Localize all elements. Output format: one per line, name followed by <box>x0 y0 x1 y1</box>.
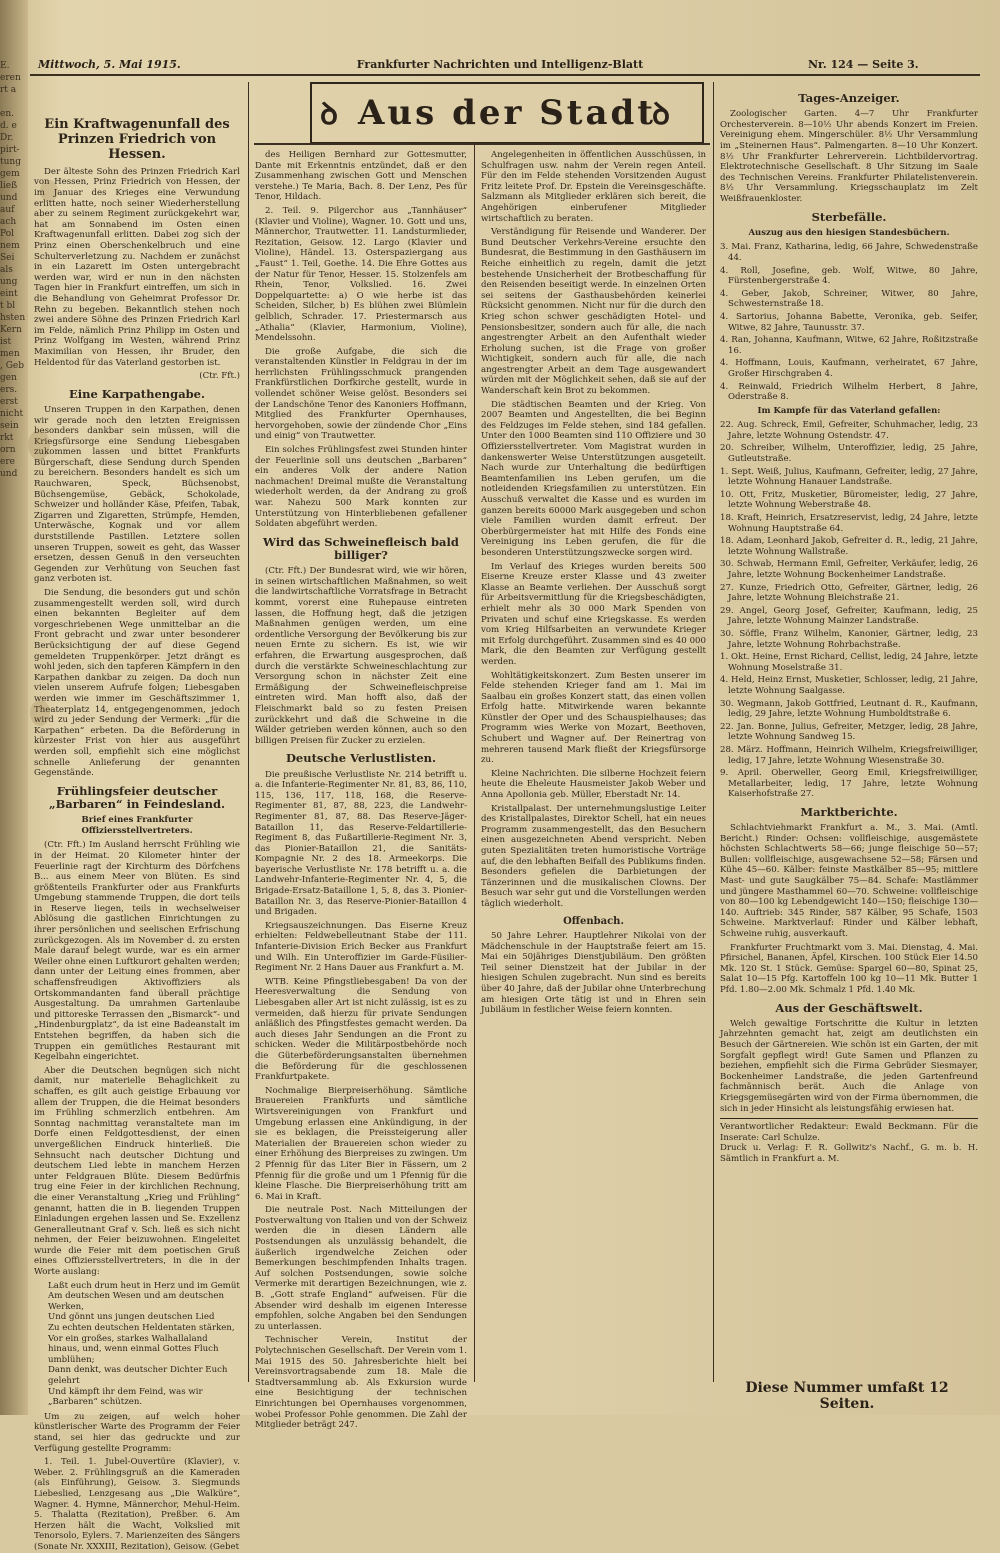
masthead-box <box>310 82 704 144</box>
article-paragraph: Unseren Truppen in den Karpathen, denen wir gerade noch den letzten Ereignissen besonders dankbar sein müssen, will die Kriegsfürsorge eine Sendung Liebesgaben zukommen lassen und bittet Frankfurts Bürgerschaft, diese Sendung durch Spenden zu bereichern. Besonders handelt es sich um Rauchwaren, Speck, Büchsenobst, Büchsengemüse, Gebäck, Schokolade, Schweizer und holländer Käse, Pfeifen, Tabak, Zigarren und Zigaretten, Strümpfe, Hemden, Unterwäsche, Kognak und vor allem durststillende Pastillen. Letztere sollen unseren Truppen, soweit es geht, das Wasser ersetzen, dessen Genuß in den verseuchten Gegenden zur Verhütung von Seuchen fast ganz verboten ist. <box>34 404 240 585</box>
header-rule <box>30 74 980 76</box>
article-paragraph: 2. Teil. 9. Pilgerchor aus „Tannhäuser“ (Klavier und Violine), Wagner. 10. Gott und uns, Männerchor, Trautwetter. 11. Landsturmlieder, Rezitation, Geisow. 12. Largo (Klavier und Violine), Händel. 13. Osterspaziergang aus „Faust“ 1. Teil, Goethe. 14. Die Ehre Gottes aus der Natur für Tenor, Hesser. 15. Stolzenfels am Rhein, Tenor, Volkslied. 16. Zwei Doppelquartette: a) O wie herbe ist das Scheiden, Silcher, b) Es blühen zwei Blümlein gelblich, Schrader. 17. Priestermarsch aus „Athalia“ (Klavier, Harmonium, Violine), Mendelssohn. <box>255 205 467 344</box>
column-1 <box>34 112 240 1552</box>
death-entry: 4. Ran, Johanna, Kaufmann, Witwe, 62 Jahre, Roßitzstraße 16. <box>720 335 978 356</box>
fallen-entry: 29. Angel, Georg Josef, Gefreiter, Kaufmann, ledig, 25 Jahre, letzte Wohnung Mainzer Landstraße. <box>720 605 978 627</box>
spine-fragment: erst <box>0 397 18 407</box>
column-4 <box>720 90 978 1375</box>
spine-text <box>0 60 26 480</box>
fallen-entry: 1. Okt. Heine, Ernst Richard, Cellist, ledig, 24 Jahre, letzte Wohnung Moselstraße 31. <box>720 652 978 673</box>
headline-offenbach: Offenbach. <box>563 915 624 927</box>
fallen-entry: 18. Adam, Leonhard Jakob, Gefreiter d. R., ledig, 21 Jahre, letzte Wohnung Wallstraße. <box>720 536 978 557</box>
poem-line: Und kämpft ihr dem Feind, was wir „Barbaren“ schützen. <box>48 1386 203 1408</box>
poem-line: hinaus, und, wenn einmal Gottes Fluch umblühen; <box>48 1344 219 1365</box>
spine-fragment: nem <box>0 241 20 251</box>
masthead-ornament-right: ꝺ <box>652 97 670 132</box>
death-entry: 3. Mai. Franz, Katharina, ledig, 66 Jahre, Schwedenstraße 44. <box>720 242 978 263</box>
paper-stain <box>28 430 50 460</box>
fallen-entry: 9. April. Oberweller, Georg Emil, Kriegsfreiwilliger, Metallarbeiter, ledig, 17 Jahre, letzte Wohnung Kaiserhofstraße 27. <box>720 768 978 800</box>
headline-tages-anzeiger: Tages-Anzeiger. <box>798 91 900 105</box>
column-rule-3 <box>713 82 714 1382</box>
fallen-entry: 27. Kunze, Friedrich Otto, Gefreiter, Gärtner, ledig, 26 Jahre, letzte Wohnung Bleichstraße 21. <box>720 582 978 604</box>
article-paragraph: Verständigung für Reisende und Wanderer. Der Bund Deutscher Verkehrs-Vereine ersuchte den Bundesrat, die Bestimmung in den Gasthäusern im Reiche einheitlich zu regeln, damit die jetzt bestehende Unsicherheit der Brotbeschaffung für den Reisenden beseitigt werde. In einzelnen Orten sei seitens der Gasthausbehörden keinerlei Rücksicht genommen. Nicht nur für die durch den Krieg schon schwer geschädigten Hotel- und Pensionsbesitzer, sondern auch für alle, die nach angestrengter Arbeit an den Aufenthalt wieder Erholung suchen, ist die Frage von großer Wichtigkeit, sondern auch für alle, die nach angestrengter Arbeit an dem Tage ausgewandert würden mit der Möglichkeit sehen, daß sie auf der Wanderschaft kein Brot zu bekommen. <box>481 227 706 397</box>
article-paragraph: (Ctr. Fft.) Der Bundesrat wird, wie wir hören, in seinen wirtschaftlichen Maßnahmen, so weit die landwirtschaftliche Vorratsfrage in Betracht kommt, vorerst eine Ruhepause eintreten lassen, die Hoffnung hegt, daß die jetzigen Maßnahmen genügen werden, um eine ordentliche Versorgung der Bevölkerung bis zur neuen Ernte zu sichern. Es ist, wie wir erfahren, die Erwartung ausgesprochen, daß durch die verstärkte Schweineschlachtung zur Versorgung schon in nächster Zeit eine Ermäßigung der Schweinefleischpreise eintreten wird. Man hofft also, daß der Fleischmarkt bald so zu festen Preisen zurückkehrt und daß die Schweine in die Wälder getrieben werden können, auch so den billigen Preisen für Zucker zu erzielen. <box>255 566 467 746</box>
fallen-subheadline: Im Kampfe für das Vaterland gefallen: <box>757 405 941 416</box>
spine-fragment <box>0 96 26 108</box>
article-paragraph: des Heiligen Bernhard zur Gottesmutter, Dante mit Erkenntnis entzündet, daß er den Zusammenhang zwischen Gott und Menschen verstehe.) Te Maria, Bach. 8. Der Lenz, Pes für Tenor, Hildach. <box>255 150 467 203</box>
fallen-entry: 22. Jan. Bonne, Julius, Gefreiter, Metzger, ledig, 28 Jahre, letzte Wohnung Sandweg 15. <box>720 721 978 743</box>
spine-fragment: rkt <box>0 433 14 443</box>
poem-line: Zu echten deutschen Heldentaten stärken, <box>48 1323 235 1334</box>
article-paragraph: Der älteste Sohn des Prinzen Friedrich Karl von Hessen, Prinz Friedrich von Hessen, der im Januar des Krieges eine Verwundung erlitten hatte, noch seiner Wiederherstellung aber zu seinem Regiment zurückgekehrt war, hat am Sonnabend im Osten einen Kraftwagenunfall erlitten. Dabei zog sich der Prinz einen Oberschenkelbruch und eine Schulterverletzung zu. Nachdem er zunächst in ein Lazarett im Osten untergebracht werden war, wird er nun in den nächsten Tagen hier in Frankfurt eintreffen, um sich in die Behandlung von Geheimrat Professor Dr. Rehn zu begeben. Bekanntlich stehen noch zwei andere Söhne des Prinzen Friedrich Karl im Felde, nämlich Prinz Philipp im Osten und Prinz Wolfgang im Westen, während Prinz Maximilian von Hessen, ihr Bruder, den Heldentod für das Vaterland gestorben ist. <box>34 166 240 368</box>
column-rule-1 <box>248 82 249 1382</box>
headline-verlustlisten: Deutsche Verlustlisten. <box>285 751 437 766</box>
fallen-entry: 28. März. Hoffmann, Heinrich Wilhelm, Kriegsfreiwilliger, ledig, 17 Jahre, letzte Wohnung Wiesenstraße 30. <box>720 744 978 766</box>
header-newspaper-name: Frankfurter Nachrichten und Intelligenz-Blatt <box>356 58 644 71</box>
article-paragraph: Kleine Nachrichten. Die silberne Hochzeit feiern heute die Eheleute Hausmeister Jakob Weber und Anna Apollonia geb. Müller, Eberstadt Nr. 14. <box>481 768 706 801</box>
paper-stain <box>30 700 50 726</box>
fallen-entry: 30. Söffle, Franz Wilhelm, Kanonier, Gärtner, ledig, 23 Jahre, letzte Wohnung Rohrbachstraße. <box>720 628 978 650</box>
article-paragraph: Zoologischer Garten. 4—7 Uhr Frankfurter Orchesterverein. 8—10½ Uhr abends Konzert im Freien. Vereinigung ehem. Mingerschüler. 8½ Uhr Versammlung im „Steinernen Haus“. Palmengarten. 8—10 Uhr Konzert. 8½ Uhr Frankfurter Lehrerverein. Lichtbildervortrag. Elektrotechnische Gesellschaft. 8 Uhr Sitzung im Saale des Technischen Vereins. Frankfurter Philatelistenverein. 8½ Uhr Versammlung. Kriegsschauplatz im Zelt Weißfrauenkloster. <box>720 109 978 204</box>
spine-fragment: ist <box>0 337 12 347</box>
spine-fragment: Kern <box>0 325 22 335</box>
article-paragraph: Wohltätigkeitskonzert. Zum Besten unserer im Felde stehenden Krieger fand am 1. Mai im Saalbau ein großes Konzert statt, das einen vollen Erfolg hatte. Mitwirkende waren bekannte Künstler der Oper und des Schauspielhauses; das Programm wies Werke von Mozart, Beethoven, Schubert und Wagner auf. Der Reinertrag von mehreren tausend Mark fließt der Kriegsfürsorge zu. <box>481 670 706 766</box>
spine-fragment: sein <box>0 421 19 431</box>
death-entry: 4. Hoffmann, Louis, Kaufmann, verheiratet, 67 Jahre, Großer Hirschgraben 4. <box>720 358 978 379</box>
death-entry: 4. Reinwald, Friedrich Wilhelm Herbert, 8 Jahre, Oderstraße 8. <box>720 381 978 403</box>
article-paragraph: Im Verlauf des Krieges wurden bereits 500 Eiserne Kreuze erster Klasse und 43 zweiter Klasse an Beamte verliehen. Der Ausschuß sorgt für Arbeitsvermittlung für die Kriegsbeschädigten, erhielt mehr als 30 000 Mark Spenden von Privaten und schuf eine Kriegskasse. Es werden vom Krieg Hilfsarbeiten an verwundete Krieger mit Erfolg durchgeführt. Zusammen sind es 40 000 Mark, die den Beamten zur Verfügung gestellt werden. <box>481 561 706 667</box>
headline-marktberichte: Marktberichte. <box>800 804 898 819</box>
article-source: (Ctr. Fft.) <box>199 371 240 382</box>
spine-fragment: eren <box>0 73 21 83</box>
article-paragraph: Die große Aufgabe, die sich die veranstaltenden Künstler in Feldgrau in der im herrlichsten Frühlingsschmuck prangenden Frankfürstlichen Dorfkirche gestellt, wurde in vollendet schöner Weise gelöst. Besonders sei der Landschöne Tenor des Kanoniers Hoffmann, Mitglied des Frankfurter Opernhauses, hervorgehoben, sowie der zündende Chor „Eins und einig“ von Trautwetter. <box>255 346 467 442</box>
spine-fragment: als <box>0 265 13 275</box>
imprint-editor: Verantwortlicher Redakteur: Ewald Beckmann. Für die Inserate: Carl Schulze. <box>720 1118 978 1143</box>
fallen-list <box>720 420 978 800</box>
article-subheadline: Brief eines Frankfurter Offiziersstellvertreters. <box>81 815 193 836</box>
article-paragraph: Die städtischen Beamten und der Krieg. Von 2007 Beamten und Angestellten, die bei Beginn des Feldzuges im Felde stehen, sind 184 gefallen. Unter den 1000 Beamten sind 110 Offiziere und 30 Offiziersstellvertreter. Vom Magistrat wurden in dankenswerter Weise Unterstützungen ausgeteilt. Nach wurde zur Unterhaltung die bedürftigen Beamtenfamilien ins Leben gerufen, um die notleidenden Kriegsfamilien zu unterstützen. Ein Ausschuß verwaltet die Kasse und es wurden im ganzen bereits 60000 Mark ausgegeben und schon viele Familien wurden damit erfreut. Der Oberbürgermeister hat mit Hilfe des Fonds eine Vereinigung ins Leben gerufen, die für die besonderen Unterstützungszwecke sorgen wird. <box>481 399 706 558</box>
spine-fragment: Pol <box>0 229 14 239</box>
article-subheadline: Auszug aus den hiesigen Standesbüchern. <box>748 227 950 238</box>
spine-fragment: hsten <box>0 313 26 323</box>
spine-fragment: gem <box>0 169 20 179</box>
spine-fragment: ers. <box>0 385 18 395</box>
fallen-entry: 18. Kraft, Heinrich, Ersatzreservist, ledig, 24 Jahre, letzte Wohnung Hauptstraße 64. <box>720 513 978 534</box>
page-count-notice: Diese Nummer umfaßt 12 Seiten. <box>745 1380 949 1412</box>
death-entry: 4. Geber, Jakob, Schreiner, Witwer, 80 Jahre, Schwesternstraße 18. <box>720 288 978 310</box>
article-paragraph: (Ctr. Fft.) Im Ausland herrscht Frühling wie in der Heimat. 20 Kilometer hinter der Feuerlinie ragt der Kirchturm des Dörfchens B... aus einem Meer von Blüten. Es sind größtenteils Frankfurter oder aus Frankfurts Umgebung stammende Truppen, die dort teils in Reserve liegen, teils in wechselweiser Ablösung die gastlichen Einrichtungen zu ihrer persönlichen und seelischen Erfrischung zurückgezogen. Als im November d. zu ersten Male darauf belegt wurde, war es ein armer Weiler ohne einen Luftkurort gehalten werden; dann unter der Leitung eines frommen, aber schaffensfreudigen Aktivoffiziers als Ortskommandanten fand überall prächtige Ausgestaltung. Da umrahmen Gartenlaube und pittoreske Terrassen den „Bismarck“- und „Hindenburgplatz“, da ist eine Badeanstalt im Entstehen begriffen, da haben sich die Truppen ein gemütliches Restaurant mit Kegelbahn eingerichtet. <box>34 840 240 1063</box>
article-paragraph: Um zu zeigen, auf welch hoher künstlerischer Warte des Programm der Feier stand, sei hier das gedruckte und zur Verfügung gestellte Programm: <box>34 1411 240 1454</box>
spine-fragment: rt a <box>0 85 17 95</box>
masthead-title: Aus der Stadt <box>357 93 656 133</box>
death-entry: 4. Roll, Josefine, geb. Wolf, Witwe, 80 Jahre, Fürstenbergerstraße 4. <box>720 265 978 287</box>
fallen-entry: 1. Sept. Weiß, Julius, Kaufmann, Gefreiter, ledig, 27 Jahre, letzte Wohnung Hanauer Landstraße. <box>720 466 978 488</box>
spine-fragment: pirt- <box>0 145 20 155</box>
spine-fragment: en. <box>0 109 14 119</box>
death-entry: 4. Sartorius, Johanna Babette, Veronika, geb. Seifer, Witwe, 82 Jahre, Taunusstr. 37. <box>720 311 978 333</box>
article-paragraph: Technischer Verein, Institut der Polytechnischen Gesellschaft. Der Verein vom 1. Mai 1915 des 50. Jahresberichte hielt bei Vereinsvortragsabende zum 18. Male die Stadtversammlung ab. Als Exkursion wurde eine Besichtigung der technischen Einrichtungen bei Opernhauses vorgenommen, wobei Professor Pohle genommen. Die Zahl der Mitglieder beträgt 247. <box>255 1335 467 1431</box>
fallen-entry: 20. Schreiber, Wilhelm, Unteroffizier, ledig, 25 Jahre, Gutleutstraße. <box>720 443 978 465</box>
poem-line: Dann denkt, was deutscher Dichter Euch gelehrt <box>48 1365 228 1386</box>
spine-fragment: gen <box>0 373 17 383</box>
spine-fragment: E. <box>0 61 10 71</box>
fallen-entry: 30. Schwab, Hermann Emil, Gefreiter, Verkäufer, ledig, 26 Jahre, letzte Wohnung Bockenheimer Landstraße. <box>720 559 978 580</box>
article-paragraph: Schlachtviehmarkt Frankfurt a. M., 3. Mai. (Amtl. Bericht.) Rinder: Ochsen: vollfleischige, ausgemästete höchsten Schlachtwerts 58—66; junge fleischige 50—57; Bullen: vollfleischige, ausgewachsene 52—58; Färsen und Kühe 45—60. Kälber: feinste Mastkälber 85—95; mittlere Mast- und gute Saugkälber 75—84. Schafe: Mastlämmer und jüngere Masthammel 60—70. Schweine: vollfleischige von 80—100 kg Lebendgewicht 140—150; fleischige 130—140. Auftrieb: 345 Rinder, 587 Kälber, 95 Schafe, 1503 Schweine. Marktverlauf: Rinder und Kälber lebhaft, Schweine ruhig, ausverkauft. <box>720 823 978 940</box>
fallen-entry: 22. Aug. Schreck, Emil, Gefreiter, Schuhmacher, ledig, 23 Jahre, letzte Wohnung Ostendstr. 47. <box>720 420 978 441</box>
article-paragraph: Die Sendung, die besonders gut und schön zusammengestellt werden soll, wird durch einen bekannten Begleiter auf dem vorgeschriebenen Wege unmittelbar an die Front gebracht und zwar unter besonderer Berücksichtigung der auf diese Gegend gemeldeten Truppenkörper. Jetzt drängt es wohl jeden, sich den tapferen Kämpfern in den Karpathen dankbar zu zeigen. Da doch nun vielen unserem Aufrufe folgen; Liebesgaben werden wie immer im Geschäftszimmer 1, Theaterplatz 14, entgegengenommen, jedoch wird zu jeder Sendung der Vermerk: „für die Karpathen“ erbeten. Da die Beförderung in kürzester Frist von hier aus ausgeführt werden soll, empfiehlt sich eine möglichst schnelle Anlieferung der genannten Gegenstände. <box>34 588 240 779</box>
spine-fragment: ung <box>0 277 18 287</box>
header-date: Mittwoch, 5. Mai 1915. <box>38 58 181 71</box>
article-paragraph: Ein solches Frühlingsfest zwei Stunden hinter der Feuerlinie soll uns deutschen „Barbaren“ ein anderes Volk der andere Nation nachmachen! Dreimal mußte die Veranstaltung wiederholt werden, da der Andrang zu groß war. Nahezu 500 Mark konnten zur Unterstützung von Hinterbliebenen gefallener Soldaten abgeführt werden. <box>255 445 467 530</box>
spine-fragment: nicht <box>0 409 24 419</box>
imprint-publisher: Druck u. Verlag: F. R. Gollwitz's Nachf., G. m. b. H. Sämtlich in Frankfurt a. M. <box>720 1143 978 1164</box>
column-3 <box>481 150 706 1382</box>
article-paragraph: Die preußische Verlustliste Nr. 214 betrifft u. a. die Infanterie-Regimenter Nr. 81, 83, 86, 110, 115, 136, 117, 118, 168, die Reserve-Regimenter 81, 87, 88, 223, die Landwehr-Regimenter 81, 87, 88. Das Reserve-Jäger-Bataillon 11, das Reserve-Feldartillerie-Regiment 8, das Fußartillerie-Regiment Nr. 3, das Pionier-Bataillon 21, die Sanitäts-Kompagnie Nr. 2 des 18. Armeekorps. Die bayerische Verlustliste Nr. 178 betrifft u. a. die Landwehr-Infanterie-Regimenter Nr. 4, 5, die Brigade-Ersatz-Bataillone 1, 5, 8, das 3. Pionier-Bataillon Nr. 3, das Reserve-Pionier-Bataillon 4 und Brigaden. <box>255 769 467 918</box>
article-paragraph: Nochmalige Bierpreiserhöhung. Sämtliche Brauereien Frankfurts und sämtliche Wirtsvereinigungen von Frankfurt und Umgebung erlassen eine Ankündigung, in der sie es beklagen, die Preissteigerung aller Materialien der Brauereien schon wieder zu einer Erhöhung des Bierpreises zu zwingen. Um 2 Pfennig für das Liter Bier in Fässern, um 2 Pfennig für die große und um 1 Pfennig für die kleine Flasche. Die Bierpreiserhöhung tritt am 6. Mai in Kraft. <box>255 1085 467 1202</box>
paper-stain <box>40 180 58 202</box>
article-paragraph: Aber die Deutschen begnügen sich nicht damit, nur materielle Behaglichkeit zu schaffen, es gilt auch geistige Erbauung vor allem der Truppen, die die Heimat besonders im Frühling schmerzlich entbehren. Am Sonntag nachmittag veranstaltete man im Dorfe einen Feldgottesdienst, der einen unvergeßlichen Eindruck hinterließ. Die Sehnsucht nach deutscher Dichtung und deutschem Lied lebte in manchem Herzen unter Feldgrauen Blüte. Diesem Bedürfnis trug eine Feier in der kirchlichen Rechnung, die einer Veranstaltung „Krieg und Frühling“ genannt, hatten die in B. liegenden Truppen Einladungen ergehen lassen und Se. Exzellenz Generalleutnant Graf v. Sch. ließ es sich nicht nehmen, der Feier beizuwohnen. Eingeleitet wurde die Feier mit dem poetischen Gruß eines Offiziersstellvertreters, in die in der Worte auslang: <box>34 1065 240 1278</box>
column-rule-2 <box>474 145 475 1382</box>
spine-fragment: ließ <box>0 181 18 191</box>
spine-fragment: ach <box>0 217 17 227</box>
fallen-entry: 30. Wegmann, Jakob Gottfried, Leutnant d. R., Kaufmann, ledig, 29 Jahre, letzte Wohnung Humboldtstraße 6. <box>720 698 978 720</box>
article-paragraph: Angelegenheiten in öffentlichen Ausschüssen, in Schulfragen usw. nahm der Verein regen Anteil. Für den im Felde stehenden Vorsitzenden August Fritz leitete Prof. Dr. Epstein die Vereinsgeschäfte. Salzmann als Mitglieder erklären sich bereit, die Angehörigen einberufener Mitglieder wirtschaftlich zu beraten. <box>481 150 706 224</box>
article-paragraph: Kriegsauszeichnungen. Das Eiserne Kreuz erhielten: Feldwebelleutnant Stabe der 111. Infanterie-Division Erich Becker aus Frankfurt und Wilh. Ein Unteroffizier im Garde-Füsilier-Regiment Nr. 2 Hans Dauer aus Frankfurt a. M. <box>255 920 467 974</box>
column-2 <box>255 150 467 1431</box>
article-paragraph: WTB. Keine Pfingstliebesgaben! Da von der Heeresverwaltung die Sendung von Liebesgaben aller Art ist nicht zulässig, ist es zu vermeiden, daß hierzu für private Sendungen anläßlich des Pfingstfestes gemacht werden. Da auch dieses Jahr Sendungen an die Front zu schicken. Weder die Militärpostbehörde noch die Güterbeförderungsanstalten übernehmen die Beförderung für die geschlossenen Frankfurtpakete. <box>255 976 467 1083</box>
headline-karpathengabe: Eine Karpathengabe. <box>68 386 206 401</box>
poem-line: Am deutschen Wesen und am deutschen Werken, <box>48 1291 225 1312</box>
spine-fragment: t bl <box>0 301 16 311</box>
spine-fragment: d. e <box>0 121 17 131</box>
article-paragraph: Die neutrale Post. Nach Mitteilungen der Postverwaltung von Italien und von der Schweiz werden die in diesen Ländern alle Postsendungen als unzulässig behandelt, die äußerlich irgendwelche Zeichen oder Bemerkungen beschimpfenden Inhalts tragen. Auf solchen Postsendungen, sowie solche Vermerke mit derartigen Bezeichnungen, wie z. B. „Gott strafe England“ aufweisen. Für die Absender wird deshalb im eigenen Interesse empfohlen, solche Angaben bei den Sendungen zu unterlassen. <box>255 1205 467 1332</box>
spine-fragment: eint <box>0 289 18 299</box>
fallen-entry: 4. Held, Heinz Ernst, Musketier, Schlosser, ledig, 21 Jahre, letzte Wohnung Saalgasse. <box>720 675 978 696</box>
deaths-list <box>720 242 978 402</box>
spine-fragment: Sei <box>0 253 15 263</box>
spine-fragment: Dr. <box>0 133 14 143</box>
article-paragraph: Kristallpalast. Der unternehmungslustige Leiter des Kristallpalastes, Direktor Schell, hat ein neues Programm zusammengestellt, das den Besuchern einen ausgezeichneten Abend verspricht. Neben guten Spezialitäten treten humoristische Vorträge auf, die den lebhaften Beifall des Publikums finden. Besonders gefielen die Darbietungen der Tänzerinnen und die musikalischen Clowns. Der Besuch war sehr gut und die Vorstellungen werden täglich wiederholt. <box>481 803 706 909</box>
poem <box>48 1281 240 1408</box>
fallen-entry: 10. Ott, Fritz, Musketier, Büromeister, ledig, 27 Jahre, letzte Wohnung Weberstraße 48. <box>720 489 978 511</box>
header-page-number: Nr. 124 — Seite 3. <box>808 58 919 71</box>
spine-fragment: men <box>0 349 20 359</box>
spine-fragment: und <box>0 469 18 479</box>
poem-line: Und gönnt uns jungen deutschen Lied <box>48 1312 215 1323</box>
spine-fragment: ere <box>0 457 15 467</box>
article-paragraph: Welch gewaltige Fortschritte die Kultur in letzten Jahrzehnten gemacht hat, zeigt am deutlichsten ein Besuch der Gärtnereien. Wie schön ist ein Garten, der mit Sorgfalt gepflegt wird! Gute Samen und Pflanzen zu beziehen, empfiehlt sich die Firma Gebrüder Siesmayer, Bockenheimer Landstraße, die jeden Gartenfreund fachmännisch berät. Auch die Anlage von Kriegsgemüsegärten wird von der Firma übernommen, die sich in jeder Hinsicht als leistungsfähig erwiesen hat. <box>720 1018 978 1114</box>
spine-fragment: auf <box>0 205 15 215</box>
article-paragraph: 1. Teil. 1. Jubel-Ouvertüre (Klavier), v. Weber. 2. Frühlingsgruß an die Kameraden (als Einführung), Geisow. 3. Siegmunds Liebeslied, Lenzgesang aus „Die Walküre“, Wagner. 4. Hymne, Männerchor, Mehul-Heim. 5. Thalatta (Rezitation), Preßber. 6. Am Herzen hält die Wacht, Volkslied mit Tenorsolo, Eylers. 7. Marienzeiten des Sängers (Sonate Nr. XXXIII, Rezitation), Geisow. (Gebet <box>34 1457 240 1552</box>
spine-fragment: tung <box>0 157 21 167</box>
headline-sterbefaelle: Sterbefälle. <box>811 209 887 224</box>
headline-kraftwagenunfall: Ein Kraftwagenunfall des Prinzen Friedrich von Hessen. <box>44 117 230 162</box>
article-paragraph: 50 Jahre Lehrer. Hauptlehrer Nikolai von der Mädchenschule in der Hauptstraße feiert am 15. Mai ein 50jähriges Dienstjubiläum. Den größten Teil seiner Dienstzeit hat der Jubilar in der hiesigen Schulen zugebracht. Nun sind es bereits über 40 Jahre, daß der Jubilar ohne Unterbrechung am hiesigen Orte tätig ist und in Ehren sein Jubiläum in festlicher Weise feiern konnten. <box>481 931 706 1016</box>
poem-line: Laßt euch drum heut in Herz und im Gemüt <box>48 1280 240 1291</box>
headline-schweinefleisch: Wird das Schweinefleisch bald billiger? <box>263 534 459 562</box>
headline-geschaeftswelt: Aus der Geschäftswelt. <box>775 1000 923 1015</box>
poem-line: Vor ein großes, starkes Walhallaland <box>48 1333 208 1344</box>
masthead-ornament-left: ꝺ <box>320 97 338 132</box>
spine-fragment: , Geb <box>0 361 24 371</box>
masthead-bottom-rule <box>254 143 710 145</box>
headline-fruehlingsfeier: Frühlingsfeier deutscher „Barbaren“ in Feindesland. <box>48 783 226 811</box>
spine-fragment: orn <box>0 445 16 455</box>
article-paragraph: Frankfurter Fruchtmarkt vom 3. Mai. Dienstag, 4. Mai. Pfirsichel, Bananen, Äpfel, Kirschen. 100 Stück Eier 14.50 Mk. 120 St. 1 Stück. Gemüse: Spargel 60—80, Spinat 25, Salat 10—15 Pfg. Kartoffeln 100 kg 10—11 Mk. Butter 1 Pfd. 1.80—2.00 Mk. Schmalz 1 Pfd. 1.40 Mk. <box>720 942 978 995</box>
spine-fragment: und <box>0 193 18 203</box>
